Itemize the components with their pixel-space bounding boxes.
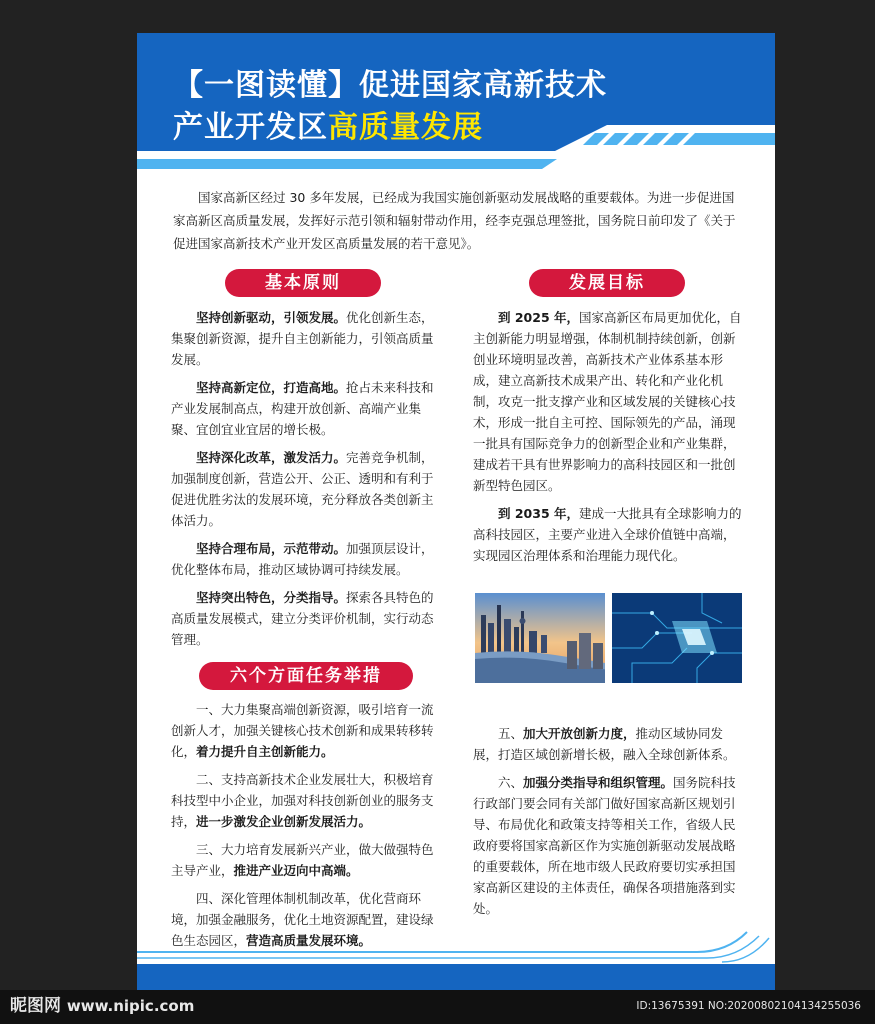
task-item xyxy=(473,723,743,765)
footer-decoration xyxy=(137,918,775,968)
header-banner xyxy=(137,33,775,173)
principle-title: 坚持合理布局，示范带动。 xyxy=(196,541,347,556)
task-number: 六、 xyxy=(498,775,524,790)
task-emphasis: 推进产业迈向中高端。 xyxy=(233,863,359,878)
title-line-2 xyxy=(173,107,607,149)
principle-item xyxy=(171,447,441,531)
task-text: 推动区域协同发展，打造区域创新增长极，融入全球创新体系。 xyxy=(473,726,736,762)
principle-text: 优化创新生态，集聚创新资源，提升自主创新能力，引领高质量发展。 xyxy=(171,310,434,367)
tasks-heading: 六个方面任务举措 xyxy=(199,662,413,690)
city-skyline-image xyxy=(475,593,605,683)
tasks-right-list xyxy=(473,723,743,926)
principle-title: 坚持高新定位，打造高地。 xyxy=(196,380,347,395)
task-text: 二、支持高新技术企业发展壮大，积极培育科技型中小企业，加强对科技创新创业的服务支持， xyxy=(171,772,434,829)
principle-item xyxy=(171,377,441,440)
goal-year: 到 2035 年， xyxy=(498,506,579,521)
goal-text: 国家高新区布局更加优化，自主创新能力明显增强，体制机制持续创新，创新创业环境明显改善，高新技术产业体系基本形成，建立高新技术成果产出、转化和产业化机制，攻克一批支撑产业和区域发展的关键核心技术，形成一批自主可控、国际领先的产品，涌现一批具有国际竞争力的创新型企业和产业集群，建成若干具有世界影响力的高科技园区和一批创新型特色园区。 xyxy=(473,310,742,493)
principle-text: 加强顶层设计，优化整体布局，推动区域协调可持续发展。 xyxy=(171,541,434,577)
task-item xyxy=(473,772,743,919)
goal-year: 到 2025 年， xyxy=(498,310,579,325)
task-emphasis: 着力提升自主创新能力。 xyxy=(196,744,334,759)
goals-list xyxy=(473,307,743,573)
principle-text: 完善竞争机制，加强制度创新，营造公开、公正、透明和有利于促进优胜劣汰的发展环境，充分释放各类创新主体活力。 xyxy=(171,450,434,528)
principle-text: 探索各具特色的高质量发展模式，建立分类评价机制，实行动态管理。 xyxy=(171,590,434,647)
task-emphasis: 加大开放创新力度， xyxy=(523,726,636,741)
principle-item xyxy=(171,307,441,370)
title-line-2-plain: 产业开发区 xyxy=(173,110,328,145)
principle-item xyxy=(171,538,441,580)
tech-circuit-image xyxy=(612,593,742,683)
task-emphasis: 加强分类指导和组织管理。 xyxy=(523,775,674,790)
principles-list xyxy=(171,307,441,657)
site-logo xyxy=(10,993,194,1019)
task-item xyxy=(171,839,441,881)
task-text: 一、大力集聚高端创新资源，吸引培育一流创新人才，加强关键核心技术创新和成果转移转化， xyxy=(171,702,434,759)
task-item xyxy=(171,699,441,762)
poster xyxy=(137,33,775,990)
principle-item xyxy=(171,587,441,650)
principles-heading: 基本原则 xyxy=(225,269,381,297)
task-text: 三、大力培育发展新兴产业，做大做强特色主导产业， xyxy=(171,842,434,878)
page-title xyxy=(173,65,607,149)
task-text: 四、深化管理体制机制改革，优化营商环境，加强金融服务，优化土地资源配置，建设绿色生态园区， xyxy=(171,891,434,948)
site-logo-text: 昵图网 xyxy=(10,996,61,1016)
principle-title: 坚持创新驱动，引领发展。 xyxy=(196,310,347,325)
title-line-1: 【一图读懂】促进国家高新技术 xyxy=(173,68,607,103)
principle-title: 坚持突出特色，分类指导。 xyxy=(196,590,347,605)
site-url: www.nipic.com xyxy=(66,997,195,1015)
title-highlight: 高质量发展 xyxy=(328,110,483,145)
task-text: 国务院科技行政部门要会同有关部门做好国家高新区规划引导、布局优化和政策支持等相关工作，省级人民政府要将国家高新区作为实施创新驱动发展战略的重要载体，所在地市级人民政府要切实承担国家高新区建设的主体责任，确保各项措施落到实处。 xyxy=(473,775,736,916)
image-id: ID:13675391 NO:20200802104134255036 xyxy=(636,1000,861,1012)
footer-band xyxy=(137,964,775,990)
task-number: 五、 xyxy=(498,726,524,741)
goals-heading: 发展目标 xyxy=(529,269,685,297)
goal-text: 建成一大批具有全球影响力的高科技园区，主要产业进入全球价值链中高端，实现园区治理体系和治理能力现代化。 xyxy=(473,506,742,563)
goal-item xyxy=(473,503,743,566)
principle-text: 抢占未来科技和产业发展制高点，构建开放创新、高端产业集聚、宜创宜业宜居的增长极。 xyxy=(171,380,434,437)
task-item xyxy=(171,769,441,832)
principle-title: 坚持深化改革，激发活力。 xyxy=(196,450,347,465)
goal-item xyxy=(473,307,743,496)
task-emphasis: 进一步激发企业创新发展活力。 xyxy=(196,814,372,829)
intro-paragraph: 国家高新区经过 30 多年发展，已经成为我国实施创新驱动发展战略的重要载体。为进一步促进国家高新区高质量发展，发挥好示范引领和辐射带动作用，经李克强总理签批，国务院日前印发了《关于促进国家高新技术产业开发区高质量发展的若干意见》。 xyxy=(173,190,736,251)
task-emphasis: 营造高质量发展环境。 xyxy=(246,933,372,948)
